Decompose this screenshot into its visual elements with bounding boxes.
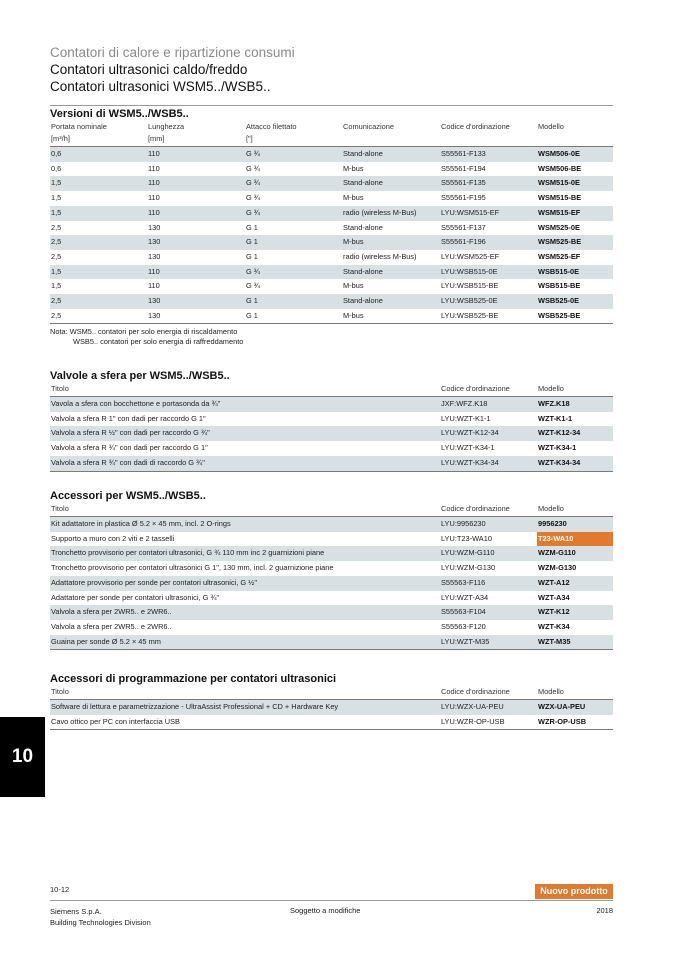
table-cell: M-bus — [343, 193, 364, 203]
valves-section — [50, 369, 613, 472]
table-cell: S55563-F120 — [441, 621, 486, 631]
table-cell: Cavo ottico per PC con interfaccia USB — [50, 715, 440, 730]
table-cell: S55561-F194 — [441, 163, 486, 173]
table-cell: LYU:T23-WA10 — [441, 533, 492, 543]
table-row — [50, 397, 613, 412]
column-header: Titolo — [50, 384, 440, 397]
table-cell: 110 — [148, 281, 160, 291]
table-cell: Stand-alone — [343, 222, 383, 232]
model-cell: WZT-K12-34 — [537, 426, 613, 441]
table-cell: 130 — [147, 294, 245, 309]
table-cell: Valvola a sfera per 2WR5.. e 2WR6.. — [50, 605, 440, 620]
table-cell: LYU:WSB515-BE — [441, 281, 499, 291]
table-cell: Supporto a muro con 2 viti e 2 tasselli — [51, 533, 175, 543]
column-header: Portata nominale — [51, 122, 107, 131]
table-cell: 2,5 — [51, 222, 62, 232]
table-cell: LYU:WSB525-0E — [440, 294, 537, 309]
table-cell: G ¾ — [245, 265, 342, 280]
table-cell: LYU:WZT-K34-34 — [440, 456, 537, 471]
table-row — [50, 191, 613, 206]
column-header: Modello — [537, 384, 613, 397]
table-cell: S55563-F116 — [440, 576, 537, 591]
column-header: Modello — [537, 504, 613, 517]
table-cell: 110 — [148, 193, 160, 203]
table-row — [50, 412, 613, 427]
table-cell: Valvola a sfera R ½" con dadi per raccordo G ¾" — [50, 426, 440, 441]
table-cell: 110 — [147, 206, 245, 221]
model-cell: WSM515-0E — [537, 176, 613, 191]
table-cell: Adattatore provvisorio per sonde per contatori ultrasonici, G ½" — [50, 576, 440, 591]
table-cell: 1,5 — [50, 265, 147, 280]
model-cell: WSM525-0E — [538, 222, 580, 232]
footer-disclaimer: Soggetto a modifiche — [290, 906, 361, 915]
section-title: Accessori di programmazione per contatori ultrasonici — [50, 673, 337, 685]
table-cell: 130 — [147, 235, 245, 250]
table-cell: 130 — [147, 309, 245, 324]
section-title: Valvole a sfera per WSM5../WSB5.. — [50, 370, 230, 382]
table-cell: G 1 — [246, 251, 258, 261]
table-row — [50, 576, 613, 591]
table-row — [50, 147, 613, 162]
programming-section — [50, 672, 613, 730]
table-cell: Valvola a sfera R ¾" con dadi per raccordo G 1" — [51, 443, 208, 453]
table-cell: 2,5 — [50, 235, 147, 250]
note-line: WSB5.. contatori per solo energia di raffreddamento — [73, 337, 244, 347]
table-cell: LYU:9956230 — [440, 517, 537, 532]
table-row — [50, 176, 613, 191]
table-cell: LYU:WSM525-EF — [441, 251, 500, 261]
table-cell: LYU:WZT-A34 — [441, 592, 489, 602]
table-cell: Stand-alone — [342, 147, 440, 162]
model-cell: WFZ.K18 — [537, 397, 613, 412]
model-cell: 9956230 — [537, 517, 613, 532]
column-header: Attacco filettato — [246, 122, 297, 131]
table-cell: 110 — [147, 147, 245, 162]
table-cell: 1,5 — [50, 206, 147, 221]
divider — [50, 105, 613, 106]
table-cell: LYU:WSB525-BE — [440, 309, 537, 324]
table-cell: LYU:WSB515-0E — [440, 265, 537, 280]
new-product-badge: Nuovo prodotto — [535, 884, 613, 899]
model-cell: WZT-K34-34 — [537, 456, 613, 471]
section-title: Accessori per WSM5../WSB5.. — [50, 490, 206, 502]
company-name: Siemens S.p.A. — [50, 907, 102, 916]
table-cell: LYU:WZT-K12-34 — [440, 426, 537, 441]
table-cell: Valvola a sfera per 2WR5.. e 2WR6.. — [51, 621, 172, 631]
table-cell: Guaina per sonde Ø 5.2 × 45 mm — [50, 635, 440, 650]
table-cell: G ¾ — [246, 281, 260, 291]
table-cell: S55563-F104 — [440, 605, 537, 620]
table-cell: 0,6 — [50, 147, 147, 162]
table-cell: Software di lettura e parametrizzazione - UltraAssist Professional + CD + Hardware Key — [50, 700, 440, 715]
column-header: Titolo — [50, 504, 440, 517]
header-row — [50, 384, 613, 397]
table-row — [50, 265, 613, 280]
model-cell: WSB515-0E — [537, 265, 613, 280]
footer-company — [50, 906, 151, 928]
versions-section — [50, 107, 613, 347]
table-cell: 2,5 — [51, 251, 62, 261]
model-cell: WSB525-0E — [537, 294, 613, 309]
column-header: [mm] — [147, 134, 245, 147]
table-cell: Stand-alone — [342, 176, 440, 191]
division-name: Building Technologies Division — [50, 918, 151, 927]
table-cell: G ¾ — [245, 147, 342, 162]
table-cell: 110 — [148, 163, 160, 173]
table-cell: G ¾ — [246, 163, 260, 173]
model-cell: WZT-A12 — [537, 576, 613, 591]
column-header: Codice d'ordinazione — [440, 687, 537, 700]
model-cell: WZX-UA-PEU — [537, 700, 613, 715]
versions-table — [50, 122, 613, 324]
table-cell: Kit adattatore in plastica Ø 5.2 × 45 mm, incl. 2 O-rings — [50, 517, 440, 532]
table-row — [50, 517, 613, 532]
table-cell: Valvola a sfera R ¾" con dadi di raccordo G ¾" — [50, 456, 440, 471]
note-line: Nota: WSM5.. contatori per solo energia di riscaldamento — [50, 327, 238, 337]
table-cell: M-bus — [342, 309, 440, 324]
table-row — [50, 221, 613, 236]
table-row — [50, 591, 613, 606]
table-cell: JXF:WFZ.K18 — [440, 397, 537, 412]
accessories-table — [50, 504, 613, 650]
page-subtitle: Contatori ultrasonici WSM5../WSB5.. — [50, 79, 271, 94]
model-cell: WZT-K34 — [538, 621, 570, 631]
column-header — [440, 134, 537, 147]
table-cell: 2,5 — [50, 294, 147, 309]
table-row — [50, 546, 613, 561]
table-row — [50, 294, 613, 309]
column-header — [342, 134, 440, 147]
table-cell: G 1 — [245, 235, 342, 250]
column-header: Lunghezza — [148, 122, 185, 131]
model-cell: WZT-K1-1 — [538, 413, 573, 423]
table-row — [50, 426, 613, 441]
table-cell: S55561-F133 — [440, 147, 537, 162]
footer-divider — [50, 900, 613, 901]
column-header: Comunicazione — [343, 122, 394, 131]
table-cell: 110 — [147, 176, 245, 191]
column-header: Modello — [538, 122, 564, 131]
table-row — [50, 279, 613, 294]
table-cell: 1,5 — [51, 193, 62, 203]
table-cell: Adattatore per sonde per contatori ultrasonici, G ¾" — [51, 592, 220, 602]
table-row — [50, 235, 613, 250]
model-cell: WSM515-BE — [538, 193, 582, 203]
header-row — [50, 134, 613, 147]
table-cell: 110 — [147, 265, 245, 280]
column-header: [m³/h] — [50, 134, 147, 147]
table-cell: LYU:WZT-K1-1 — [441, 413, 491, 423]
table-cell: 130 — [148, 222, 161, 232]
table-cell: S55561-F196 — [440, 235, 537, 250]
table-row — [50, 635, 613, 650]
model-cell: WSM506-BE — [538, 163, 582, 173]
table-cell: LYU:WZX-UA-PEU — [440, 700, 537, 715]
model-cell: WZM-G110 — [537, 546, 613, 561]
section-title: Versioni di WSM5../WSB5.. — [50, 108, 189, 120]
column-header: Codice d'ordinazione — [440, 384, 537, 397]
table-cell: S55561-F137 — [441, 222, 486, 232]
model-cell: WZT-M35 — [537, 635, 613, 650]
model-cell: WSM525-BE — [537, 235, 613, 250]
model-cell: WSB515-BE — [538, 281, 581, 291]
table-row — [50, 441, 613, 456]
table-cell: LYU:WZM-G130 — [441, 563, 496, 573]
model-cell: WZT-A34 — [538, 592, 570, 602]
header-row — [50, 504, 613, 517]
model-cell: T23-WA10 — [537, 532, 613, 547]
page-number: 10-12 — [50, 885, 70, 894]
table-cell: LYU:WSM515-EF — [440, 206, 537, 221]
table-row — [50, 620, 613, 635]
column-header: ["] — [245, 134, 342, 147]
model-cell: WZT-K34-1 — [538, 443, 577, 453]
column-header: Codice d'ordinazione — [440, 504, 537, 517]
table-row — [50, 162, 613, 177]
table-row — [50, 250, 613, 265]
table-cell: LYU:WZR-OP-USB — [440, 715, 537, 730]
accessories-section — [50, 489, 613, 650]
table-row — [50, 715, 613, 730]
table-row — [50, 700, 613, 715]
header-row — [50, 687, 613, 700]
table-cell: S55561-F195 — [441, 193, 486, 203]
table-cell: G ¾ — [245, 176, 342, 191]
table-cell: LYU:WZT-M35 — [440, 635, 537, 650]
table-cell: radio (wireless M-Bus) — [342, 206, 440, 221]
table-cell: M-bus — [343, 163, 364, 173]
table-cell: radio (wireless M-Bus) — [343, 251, 417, 261]
model-cell: WSM506-0E — [537, 147, 613, 162]
table-cell: G 1 — [245, 309, 342, 324]
table-cell: G ¾ — [246, 193, 260, 203]
page-title: Contatori ultrasonici caldo/freddo — [50, 62, 248, 77]
table-cell: Tronchetto provvisorio per contatori ultrasonici, G ¾ 110 mm inc 2 guarnizioni piane — [50, 546, 440, 561]
table-cell: S55561-F135 — [440, 176, 537, 191]
chapter-tab: 10 — [0, 717, 45, 797]
model-cell: WSB525-BE — [537, 309, 613, 324]
column-header: Titolo — [50, 687, 440, 700]
table-cell: G ¾ — [245, 206, 342, 221]
table-row — [50, 309, 613, 324]
table-cell: Vavola a sfera con bocchettone e portasonda da ¾" — [50, 397, 440, 412]
table-row — [50, 561, 613, 576]
table-cell: 2,5 — [50, 309, 147, 324]
programming-table — [50, 687, 613, 730]
table-cell: 1,5 — [51, 281, 62, 291]
model-cell: WSM515-EF — [537, 206, 613, 221]
table-cell: 130 — [148, 251, 161, 261]
model-cell: WZT-K12 — [537, 605, 613, 620]
table-row — [50, 605, 613, 620]
footer-year: 2018 — [596, 906, 613, 915]
note — [50, 327, 613, 347]
table-cell: Valvola a sfera R 1" con dadi per raccordo G 1" — [51, 413, 206, 423]
column-header: Modello — [537, 687, 613, 700]
column-header — [537, 134, 613, 147]
table-cell: 1,5 — [50, 176, 147, 191]
model-cell: WSM525-EF — [538, 251, 581, 261]
model-cell: WZM-G130 — [538, 563, 577, 573]
table-row — [50, 206, 613, 221]
model-cell: WZR-OP-USB — [537, 715, 613, 730]
table-row — [50, 456, 613, 471]
table-cell: Tronchetto provvisorio per contatori ultrasonici G 1", 130 mm, incl. 2 guarnizione piane — [51, 563, 334, 573]
valves-table — [50, 384, 613, 472]
table-cell: LYU:WZM-G110 — [440, 546, 537, 561]
table-cell: M-bus — [342, 235, 440, 250]
table-cell: LYU:WZT-K34-1 — [441, 443, 495, 453]
table-cell: G 1 — [245, 294, 342, 309]
table-cell: G 1 — [246, 222, 258, 232]
column-header: Codice d'ordinazione — [441, 122, 510, 131]
table-cell: M-bus — [343, 281, 364, 291]
table-cell: Stand-alone — [342, 294, 440, 309]
table-cell: Stand-alone — [342, 265, 440, 280]
header-row — [50, 122, 613, 134]
table-cell: 0,6 — [51, 163, 62, 173]
table-row — [50, 532, 613, 547]
category-heading: Contatori di calore e ripartizione consumi — [50, 45, 295, 60]
